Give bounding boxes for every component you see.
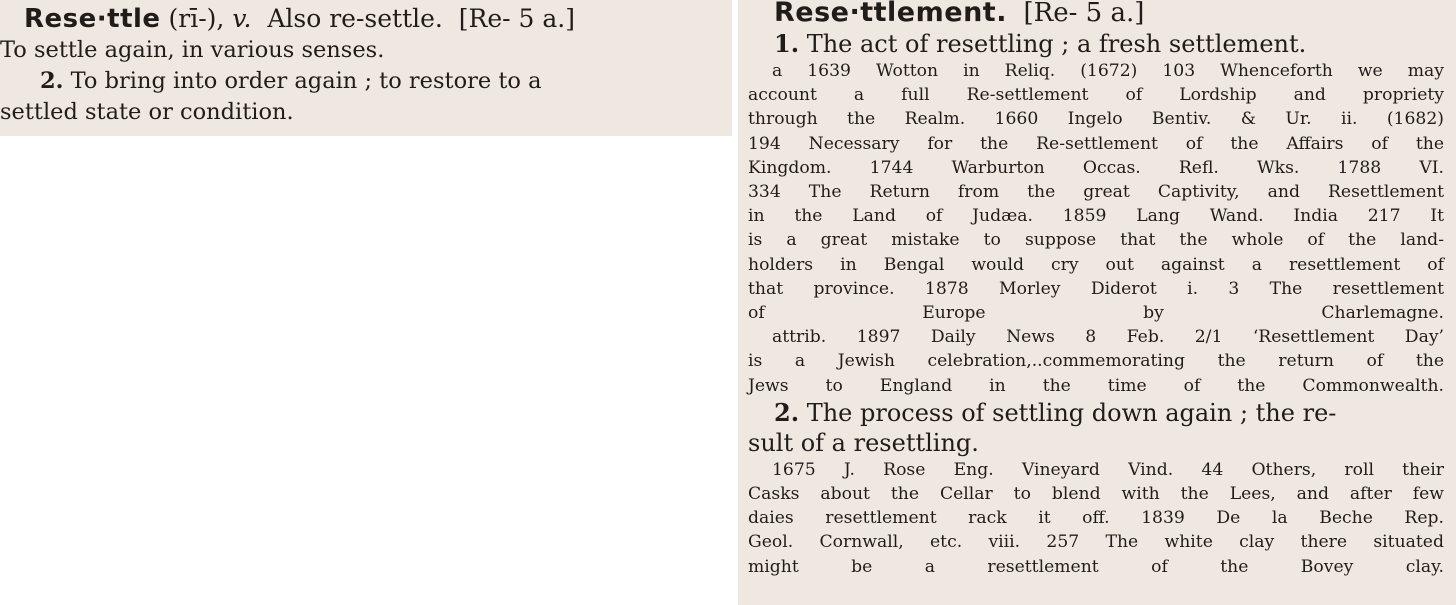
attributive-use	[748, 325, 1444, 398]
quotation-line: 194 Necessary for the Re-settlement of the Affairs of the	[748, 133, 1444, 154]
etymology: [Re- 5 a.]	[458, 4, 575, 33]
quotation-line: 334 The Return from the great Captivity, and Resettlement	[748, 182, 1444, 203]
sense-text-line: To bring into order again ; to restore to a	[70, 68, 542, 94]
entry-header-line	[748, 0, 1444, 29]
quotation-line: that province. 1878 Morley Diderot i. 3 The resettlement	[748, 278, 1444, 299]
sense-2	[748, 398, 1444, 458]
headword: Rese·ttlement.	[774, 0, 1007, 28]
quotation-line: Jews to England in the time of the Commonwealth.	[748, 375, 1444, 396]
variant-spelling: Also re-settle.	[267, 4, 443, 33]
entry-header-line	[24, 3, 722, 35]
headword: Rese·ttle	[24, 4, 161, 34]
quotation-line: Casks about the Cellar to blend with the Lees, and after few	[748, 484, 1444, 505]
quotations-sense-2	[748, 458, 1444, 579]
quotation-line: 1675 J. Rose Eng. Vineyard Vind. 44 Others, roll their	[772, 459, 1444, 480]
quotation-line: of Europe by Charlemagne.	[748, 303, 1444, 324]
sense-text-line: sult of a resettling.	[748, 428, 979, 457]
quotation-line: is a Jewish celebration,..commemorating the return of the	[748, 351, 1444, 372]
quotation-line: daies resettlement rack it off. 1839 De la Beche Rep.	[748, 508, 1444, 529]
quotation-line: holders in Bengal would cry out against a resettlement of	[748, 254, 1444, 275]
quotations-sense-1	[748, 59, 1444, 325]
part-of-speech: v.	[232, 4, 252, 33]
quotation-line: in the Land of Judæa. 1859 Lang Wand. India 217 It	[748, 206, 1444, 227]
pronunciation: (rī-),	[168, 4, 225, 33]
quotation-line: account a full Re-settlement of Lordship and propriety	[748, 85, 1444, 106]
quotation-line: Geol. Cornwall, etc. viii. 257 The white clay there situated	[748, 532, 1444, 553]
quotation-line: a 1639 Wotton in Reliq. (1672) 103 Whenceforth we may	[772, 61, 1444, 81]
sense-number: 1.	[774, 29, 800, 58]
quotation-line: attrib. 1897 Daily News 8 Feb. 2/1 ‘Resettlement Day’	[772, 327, 1444, 348]
entry-resettlement	[738, 0, 1456, 605]
sense-number: 2.	[774, 397, 800, 427]
sense-1	[748, 29, 1444, 59]
sense-text: The act of resettling ; a fresh settlement.	[806, 30, 1307, 58]
quotation-line: is a great mistake to suppose that the whole of the land-	[748, 230, 1444, 251]
etymology: [Re- 5 a.]	[1023, 0, 1145, 28]
quotation-line: Kingdom. 1744 Warburton Occas. Refl. Wks. 1788 VI.	[748, 157, 1444, 178]
quotation-line: might be a resettlement of the Bovey clay.	[748, 556, 1444, 577]
quotation-line: through the Realm. 1660 Ingelo Bentiv. & Ur. ii. (1682)	[748, 109, 1444, 130]
sense-text-line: settled state or condition.	[0, 99, 294, 125]
entry-resettle	[0, 0, 732, 136]
sense-text-line: The process of settling down again ; the re-	[806, 398, 1337, 427]
sense-2	[0, 66, 722, 128]
definition-1: To settle again, in various senses.	[0, 37, 385, 63]
sense-number: 2.	[40, 68, 64, 94]
